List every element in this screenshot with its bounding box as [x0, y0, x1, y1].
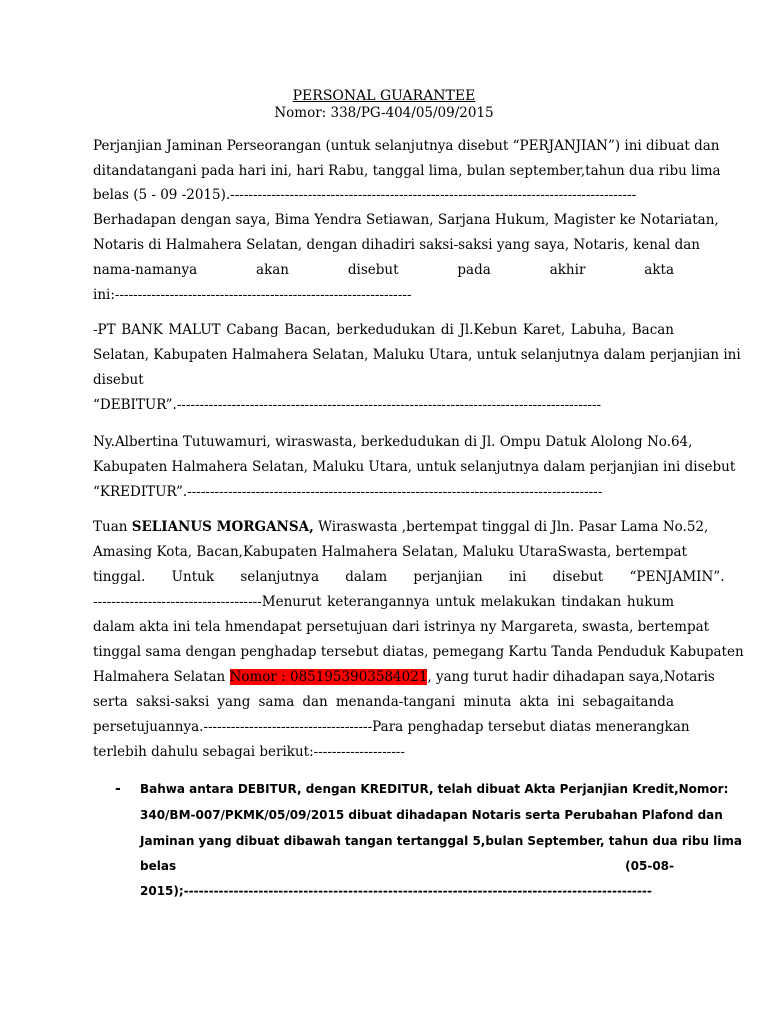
paragraph-debitur-line: disebut	[93, 372, 144, 388]
paragraph-penjamin-line	[93, 665, 715, 690]
text-segment: Halmahera Selatan	[93, 669, 230, 685]
paragraph-kreditur-line: Ny.Albertina Tutuwamuri, wiraswasta, berkedudukan di Jl. Ompu Datuk Alolong No.64,	[93, 434, 693, 450]
paragraph-kreditur-line: Kabupaten Halmahera Selatan, Maluku Utara, untuk selanjutnya dalam perjanjian ini disebut	[93, 459, 736, 475]
bullet-line: 2015);----------------------------------------------------------------------------------------------	[140, 884, 652, 898]
paragraph-penjamin-line: tinggal. Untuk selanjutnya dalam perjanjian ini disebut “PENJAMIN”.	[93, 569, 725, 585]
guarantor-address: Wiraswasta ,bertempat tinggal di Jln. Pasar Lama No.52,	[318, 519, 709, 535]
paragraph-opening-line: Berhadapan dengan saya, Bima Yendra Setiawan, Sarjana Hukum, Magister ke Notariatan,	[93, 212, 719, 228]
paragraph-debitur-line: -PT BANK MALUT Cabang Bacan, berkedudukan di Jl.Kebun Karet, Labuha, Bacan	[93, 322, 674, 338]
paragraph-kreditur-line: “KREDITUR”.-------------------------------------------------------------------------------------------	[93, 484, 603, 500]
paragraph-penjamin-line: serta saksi-saksi yang sama dan menanda-tangani minuta akta ini sebagaitanda	[93, 694, 674, 710]
bullet-line: Jaminan yang dibuat dibawah tangan tertanggal 5,bulan September, tahun dua ribu lima	[140, 834, 742, 848]
bullet-line: belas (05-08-	[140, 859, 674, 873]
bullet-line: 340/BM-007/PKMK/05/09/2015 dibuat dihadapan Notaris serta Perubahan Plafond dan	[140, 808, 723, 822]
paragraph-opening-line: Perjanjian Jaminan Perseorangan (untuk selanjutnya disebut “PERJANJIAN”) ini dibuat dan	[93, 138, 720, 154]
paragraph-penjamin-line: persetujuannya.-------------------------------------Para penghadap tersebut diatas menerangkan	[93, 719, 690, 735]
paragraph-debitur-line: Selatan, Kabupaten Halmahera Selatan, Maluku Utara, untuk selanjutnya dalam perjanjian ini	[93, 347, 741, 363]
paragraph-opening-line: ditandatangani pada hari ini, hari Rabu, tanggal lima, bulan september,tahun dua ribu lima	[93, 163, 721, 179]
guarantor-title: Tuan	[93, 519, 132, 535]
paragraph-penjamin-line: Amasing Kota, Bacan,Kabupaten Halmahera Selatan, Maluku UtaraSwasta, bertempat	[93, 544, 687, 560]
paragraph-opening-line: ini:-----------------------------------------------------------------	[93, 287, 412, 303]
paragraph-opening-line: Notaris di Halmahera Selatan, dengan dihadiri saksi-saksi yang saya, Notaris, kenal dan	[93, 237, 700, 253]
paragraph-penjamin-line: terlebih dahulu sebagai berikut:--------------------	[93, 744, 405, 760]
bullet-dash: -	[115, 781, 121, 797]
guarantor-name: SELIANUS MORGANSA,	[131, 519, 314, 535]
bullet-line: Bahwa antara DEBITUR, dengan KREDITUR, telah dibuat Akta Perjanjian Kredit,Nomor:	[140, 782, 729, 796]
document-number: Nomor: 338/PG-404/05/09/2015	[274, 105, 494, 121]
paragraph-opening-line: nama-namanya akan disebut pada akhir akta	[93, 262, 674, 278]
document-title: PERSONAL GUARANTEE	[292, 88, 476, 104]
paragraph-penjamin-line	[93, 515, 709, 540]
text-segment: , yang turut hadir dihadapan saya,Notaris	[427, 669, 715, 685]
paragraph-penjamin-line: tinggal sama dengan penghadap tersebut diatas, pemegang Kartu Tanda Penduduk Kabupaten	[93, 644, 744, 660]
paragraph-debitur-line: “DEBITUR”.---------------------------------------------------------------------------------------------	[93, 397, 602, 413]
paragraph-penjamin-line: dalam akta ini tela hmendapat persetujuan dari istrinya ny Margareta, swasta, bertempat	[93, 619, 710, 635]
paragraph-penjamin-line: -------------------------------------Menurut keterangannya untuk melakukan tindakan hukum	[93, 594, 674, 610]
id-number-highlight: Nomor : 0851953903584021	[229, 669, 428, 685]
paragraph-opening-line: belas (5 - 09 -2015).-----------------------------------------------------------------------------------------	[93, 187, 637, 203]
